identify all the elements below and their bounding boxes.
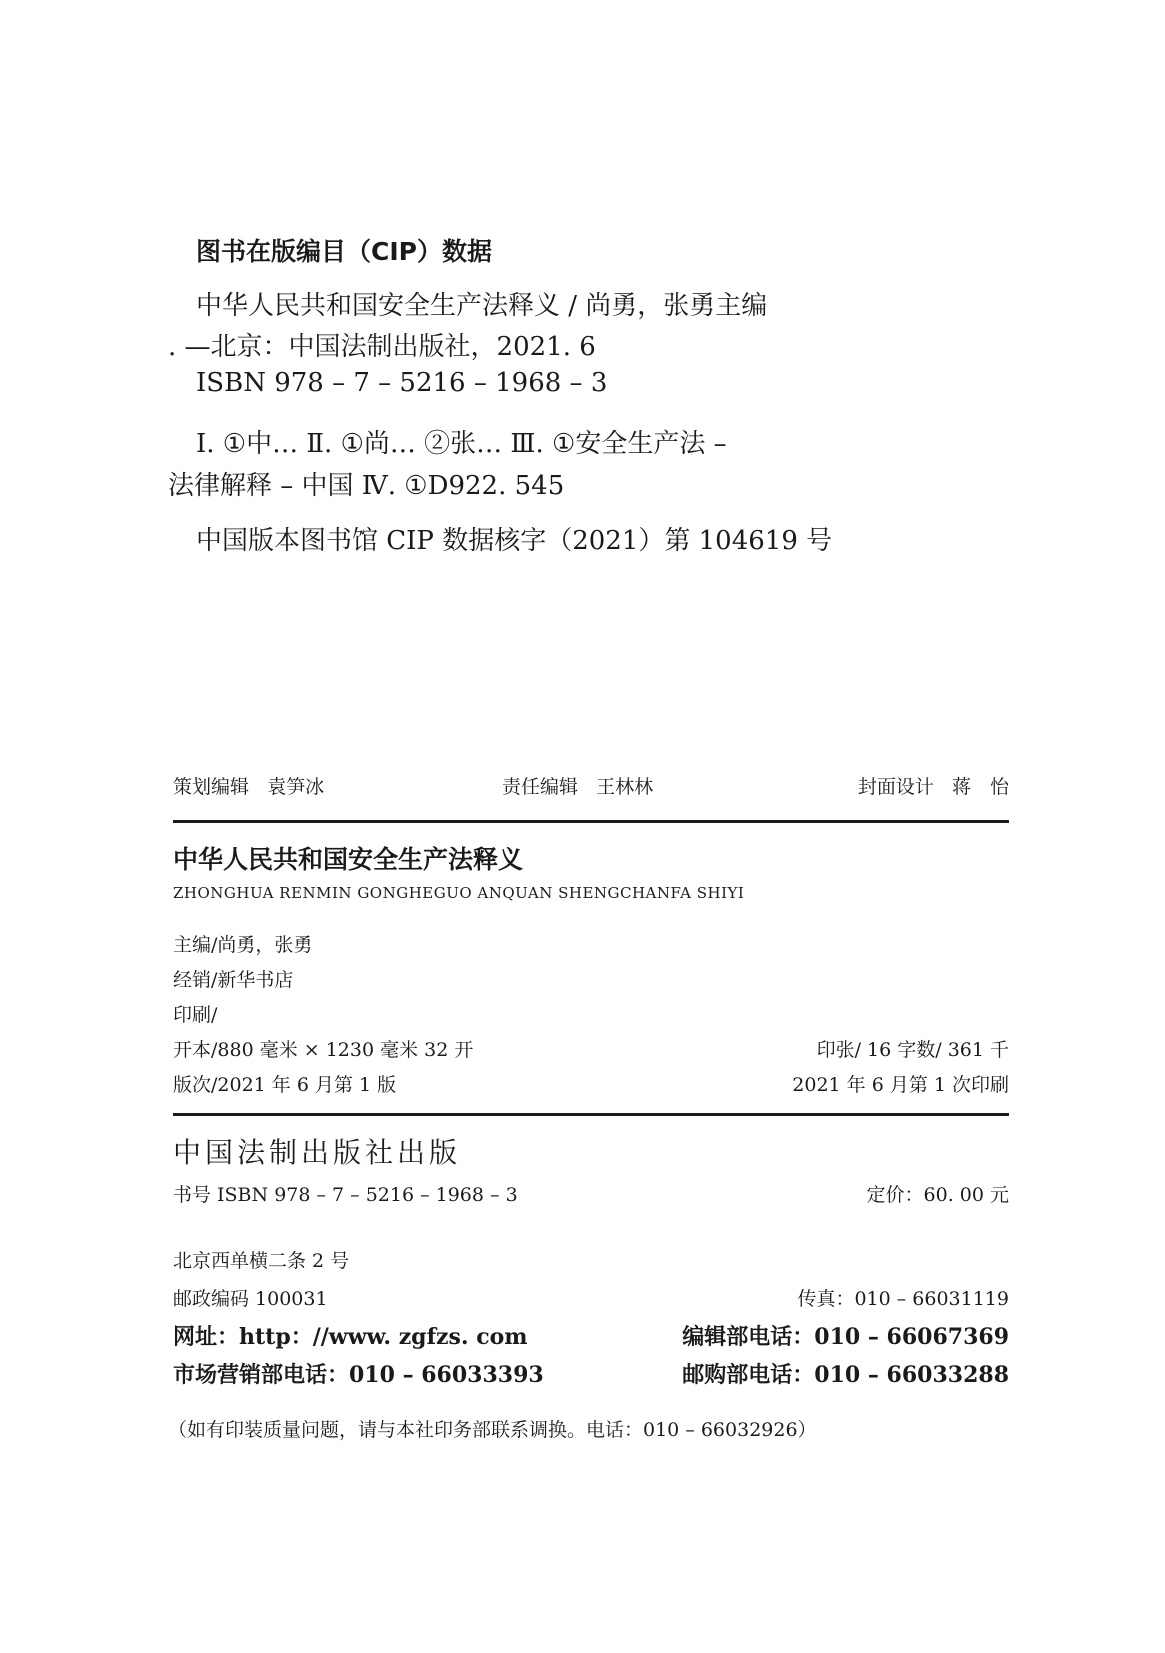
mail-order-phone: 邮购部电话：010 – 66033288: [682, 1362, 1009, 1388]
book-distribution: 经销/新华书店: [173, 969, 294, 991]
divider-bottom: [173, 1113, 1009, 1116]
cover-design-label: 封面设计: [857, 776, 934, 798]
book-impression: 2021 年 6 月第 1 次印刷: [792, 1074, 1009, 1096]
book-title: 中华人民共和国安全生产法释义: [173, 845, 524, 874]
responsible-editor-label: 责任编辑: [502, 776, 579, 798]
planning-editor-value: 袁笋冰: [267, 776, 325, 798]
book-format: 开本/880 毫米 × 1230 毫米 32 开: [173, 1039, 474, 1061]
cip-line-classification-cont: 法律解释 – 中国 Ⅳ. ①D922. 545: [168, 471, 565, 501]
cip-line-record-number: 中国版本图书馆 CIP 数据核字（2021）第 104619 号: [196, 526, 833, 556]
marketing-phone: 市场营销部电话：010 – 66033393: [173, 1362, 544, 1388]
divider-top: [173, 820, 1009, 823]
planning-editor: [173, 772, 324, 799]
responsible-editor-value: 王林林: [596, 776, 654, 798]
book-editors: 主编/尚勇，张勇: [173, 934, 313, 956]
cip-heading: 图书在版编目（CIP）数据: [196, 237, 492, 266]
publisher-isbn: 书号 ISBN 978 – 7 – 5216 – 1968 – 3: [173, 1184, 518, 1206]
cip-line-title: 中华人民共和国安全生产法释义 / 尚勇，张勇主编: [196, 291, 768, 321]
cover-designer: [858, 772, 1009, 799]
book-edition: 版次/2021 年 6 月第 1 版: [173, 1074, 397, 1096]
cip-line-classification: Ⅰ. ①中… Ⅱ. ①尚… ②张… Ⅲ. ①安全生产法 –: [196, 429, 727, 459]
publisher-fax: 传真：010 – 66031119: [797, 1288, 1009, 1310]
cip-line-isbn: ISBN 978 – 7 – 5216 – 1968 – 3: [196, 368, 608, 398]
book-price: 定价：60. 00 元: [866, 1184, 1009, 1206]
book-sheets-wordcount: 印张/ 16 字数/ 361 千: [816, 1039, 1009, 1061]
publisher-address: 北京西单横二条 2 号: [173, 1250, 350, 1272]
planning-editor-label: 策划编辑: [173, 776, 250, 798]
responsible-editor: [502, 772, 653, 799]
publisher-name: 中国法制出版社出版: [173, 1136, 462, 1169]
publisher-website: 网址：http：//www. zgfzs. com: [173, 1324, 528, 1350]
publisher-postcode: 邮政编码 100031: [173, 1288, 328, 1310]
editorial-phone: 编辑部电话：010 – 66067369: [682, 1324, 1009, 1350]
cover-design-value: 蒋 怡: [951, 776, 1009, 798]
quality-notice: （如有印装质量问题，请与本社印务部联系调换。电话：010 – 66032926）: [168, 1419, 817, 1441]
book-printing: 印刷/: [173, 1004, 218, 1026]
book-title-pinyin: ZHONGHUA RENMIN GONGHEGUO ANQUAN SHENGCHANFA SHIYI: [173, 884, 745, 902]
cip-line-publisher: . —北京：中国法制出版社，2021. 6: [168, 332, 596, 362]
